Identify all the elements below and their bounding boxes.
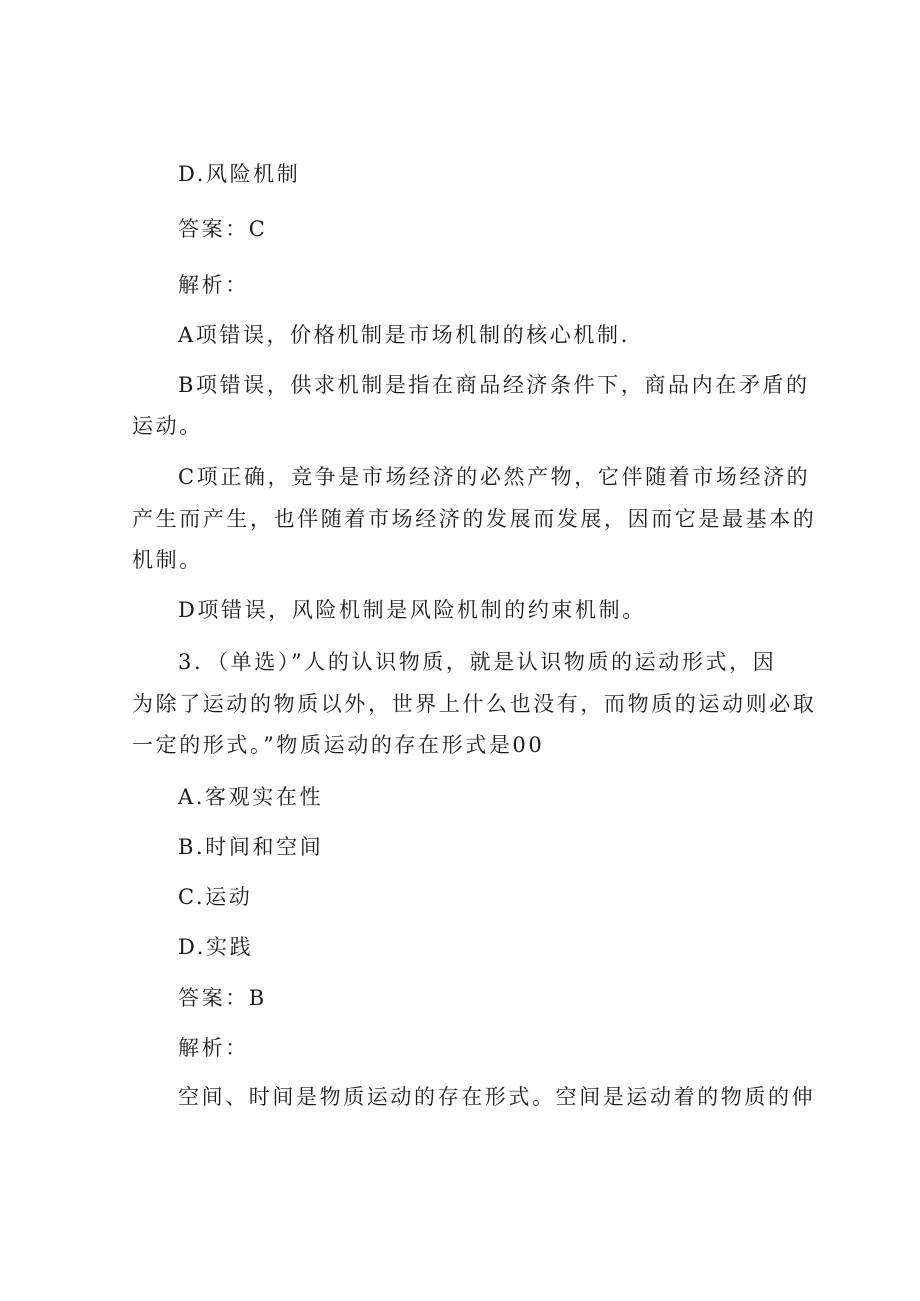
analysis-q3-line1: 空间、时间是物质运动的存在形式。空间是运动着的物质的伸: [178, 1085, 816, 1109]
option-a: A.客观实在性: [178, 785, 324, 809]
analysis-d: D项错误，风险机制是风险机制的约束机制。: [178, 598, 646, 622]
analysis-b-line1: B项错误，供求机制是指在商品经济条件下，商品内在矛盾的: [178, 373, 810, 397]
option-b: B.时间和空间: [178, 835, 324, 859]
analysis-c-line1: C项正确，竞争是市场经济的必然产物，它伴随着市场经济的: [178, 465, 811, 489]
analysis-c-line3: 机制。: [132, 548, 203, 572]
analysis-b-line2: 运动。: [132, 414, 203, 438]
analysis-c-line2: 产生而产生，也伴随着市场经济的发展而发展，因而它是最基本的: [132, 507, 817, 531]
question-3-line2: 为除了运动的物质以外，世界上什么也没有，而物质的运动则必取: [132, 692, 817, 716]
answer-q3: 答案：B: [178, 986, 267, 1010]
question-3-line1: 3．（单选）”人的认识物质，就是认识物质的运动形式，因: [178, 650, 777, 674]
question-3-line3: 一定的形式。”物质运动的存在形式是00: [132, 733, 545, 757]
option-c: C.运动: [178, 885, 253, 909]
option-d: D.实践: [178, 935, 254, 959]
answer-q2: 答案：C: [178, 217, 268, 241]
analysis-label-q3: 解析：: [178, 1036, 249, 1060]
analysis-a: A项错误，价格机制是市场机制的核心机制.: [178, 323, 630, 347]
analysis-label-q2: 解析：: [178, 273, 249, 297]
option-d-risk-mechanism: D.风险机制: [178, 162, 301, 186]
